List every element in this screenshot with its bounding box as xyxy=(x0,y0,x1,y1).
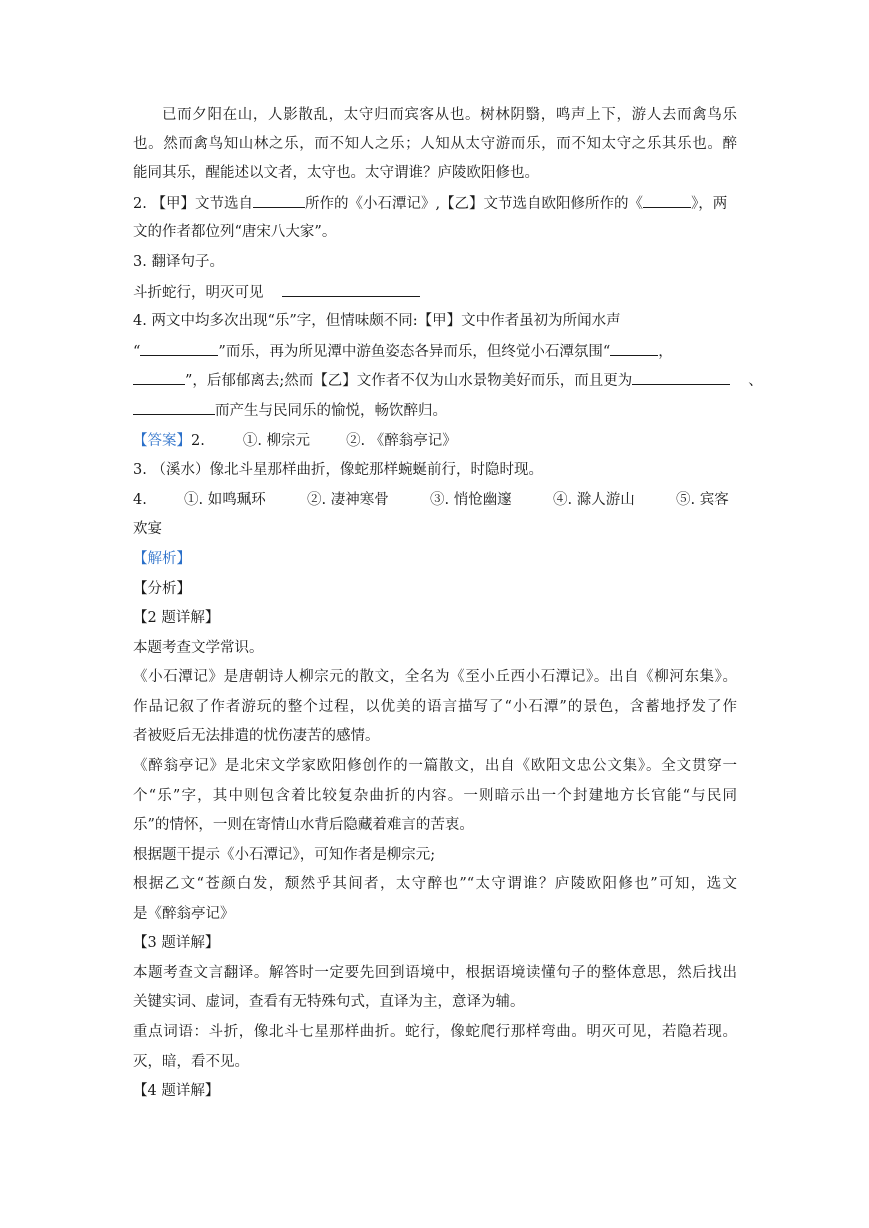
answer-tag: 【答案】 xyxy=(133,433,191,449)
analysis-line: 关键实词、虚词，查看有无特殊句式，直译为主，意译为辅。 xyxy=(133,994,525,1010)
question-4-line xyxy=(133,370,763,391)
answer-item: ④. 滁人游山 xyxy=(553,492,635,508)
section-heading: 【2 题详解】 xyxy=(133,610,220,626)
analysis-line: 《醉翁亭记》是北宋文学家欧阳修创作的一篇散文，出自《欧阳文忠公文集》。全文贯穿一 xyxy=(133,758,737,774)
question-2-text: 》，两 xyxy=(691,196,728,212)
analysis-line: 《小石潭记》是唐朝诗人柳宗元的散文，全名为《至小丘西小石潭记》。出自《柳河东集》。 xyxy=(133,669,737,685)
answer-blank xyxy=(643,193,691,208)
question-3-sentence xyxy=(133,282,420,303)
question-4-line: 4. 两文中均多次出现“乐”字，但情味颇不同:【甲】文中作者虽初为所闻水声 xyxy=(133,313,621,329)
answer-item: ①. 如鸣珮环 xyxy=(184,492,266,508)
analysis-line: 是《醉翁亭记》 xyxy=(133,906,235,922)
section-heading: 【分析】 xyxy=(133,581,191,597)
passage-line: 能同其乐，醒能述以文者，太守也。太守谓谁？庐陵欧阳修也。 xyxy=(133,165,539,181)
analysis-line: 乐”的情怀，一则在寄情山水背后隐藏着难言的苦衷。 xyxy=(133,817,474,833)
answer-item: ②. 《醉翁亭记》 xyxy=(346,433,457,449)
answer-blank xyxy=(282,282,420,297)
question-4-text: ”，后郁郁离去;然而【乙】文作者不仅为山水景物美好而乐，而且更为 xyxy=(185,373,633,389)
question-4-line xyxy=(133,341,673,362)
section-heading: 【3 题详解】 xyxy=(133,935,220,951)
answer-item: ⑤. 宾客 xyxy=(676,492,729,508)
question-4-text: ”而乐，再为所见潭中游鱼姿态各异而乐，但终觉小石潭氛围“ xyxy=(218,344,611,360)
analysis-line: 重点词语：斗折，像北斗七星那样曲折。蛇行，像蛇爬行那样弯曲。明灭可见，若隐若现。 xyxy=(133,1024,737,1040)
analysis-line: 根据乙文“苍颜白发，颓然乎其间者，太守醉也”“太守谓谁？庐陵欧阳修也”可知，选文 xyxy=(133,876,737,892)
question-4-text: 而产生与民同乐的愉悦，畅饮醉归。 xyxy=(215,403,447,419)
answer-line: 3. （溪水）像北斗星那样曲折，像蛇那样蜿蜒前行，时隐时现。 xyxy=(133,462,543,478)
answer-line: 欢宴 xyxy=(133,521,162,537)
answer-blank xyxy=(133,370,185,385)
analysis-tag: 【解析】 xyxy=(133,551,191,567)
answer-blank xyxy=(140,341,218,356)
question-2-text: 2. 【甲】文节选自 xyxy=(133,196,253,212)
question-2-text: 所作的《小石潭记》,【乙】文节选自欧阳修所作的《 xyxy=(304,196,644,212)
answer-item: ③. 悄怆幽邃 xyxy=(430,492,512,508)
question-4-line xyxy=(133,400,447,421)
passage-line: 已而夕阳在山，人影散乱，太守归而宾客从也。树林阴翳，鸣声上下，游人去而禽鸟乐 xyxy=(162,107,737,123)
question-3-text: 斗折蛇行，明灭可见 xyxy=(133,285,264,301)
analysis-line: 者被贬后无法排遣的忧伤凄苦的感情。 xyxy=(133,728,380,744)
analysis-line: 作品记叙了作者游玩的整个过程，以优美的语言描写了“小石潭”的景色，含蓄地抒发了作 xyxy=(133,699,737,715)
question-4-text: ， xyxy=(658,344,673,360)
question-4-text: 、 xyxy=(748,373,763,389)
answer-blank xyxy=(632,370,730,385)
answer-line xyxy=(133,490,737,510)
analysis-line: 灭，暗，看不见。 xyxy=(133,1054,249,1070)
answer-number: 4. xyxy=(133,492,147,508)
answer-blank xyxy=(610,341,658,356)
answer-item: ②. 凄神寒骨 xyxy=(307,492,389,508)
analysis-line: 本题考查文言翻译。解答时一定要先回到语境中，根据语境读懂句子的整体意思，然后找出 xyxy=(133,965,737,981)
question-3-title: 3. 翻译句子。 xyxy=(133,254,224,270)
question-2-line xyxy=(133,193,727,214)
section-heading: 【4 题详解】 xyxy=(133,1083,220,1099)
analysis-line: 本题考查文学常识。 xyxy=(133,640,264,656)
analysis-line: 根据题干提示《小石潭记》，可知作者是柳宗元; xyxy=(133,847,436,863)
question-4-text: “ xyxy=(133,344,141,360)
answer-line xyxy=(133,431,457,451)
passage-line: 也。然而禽鸟知山林之乐，而不知人之乐；人知从太守游而乐，而不知太守之乐其乐也。醉 xyxy=(133,136,737,152)
answer-number: 2. xyxy=(191,433,205,449)
question-2-line: 文的作者都位列“唐宋八大家”。 xyxy=(133,224,337,240)
answer-blank xyxy=(253,193,305,208)
answer-blank xyxy=(133,400,215,415)
analysis-line: 个“乐”字，其中则包含着比较复杂曲折的内容。一则暗示出一个封建地方长官能“与民同 xyxy=(133,788,737,804)
answer-item: ①. 柳宗元 xyxy=(242,433,311,449)
